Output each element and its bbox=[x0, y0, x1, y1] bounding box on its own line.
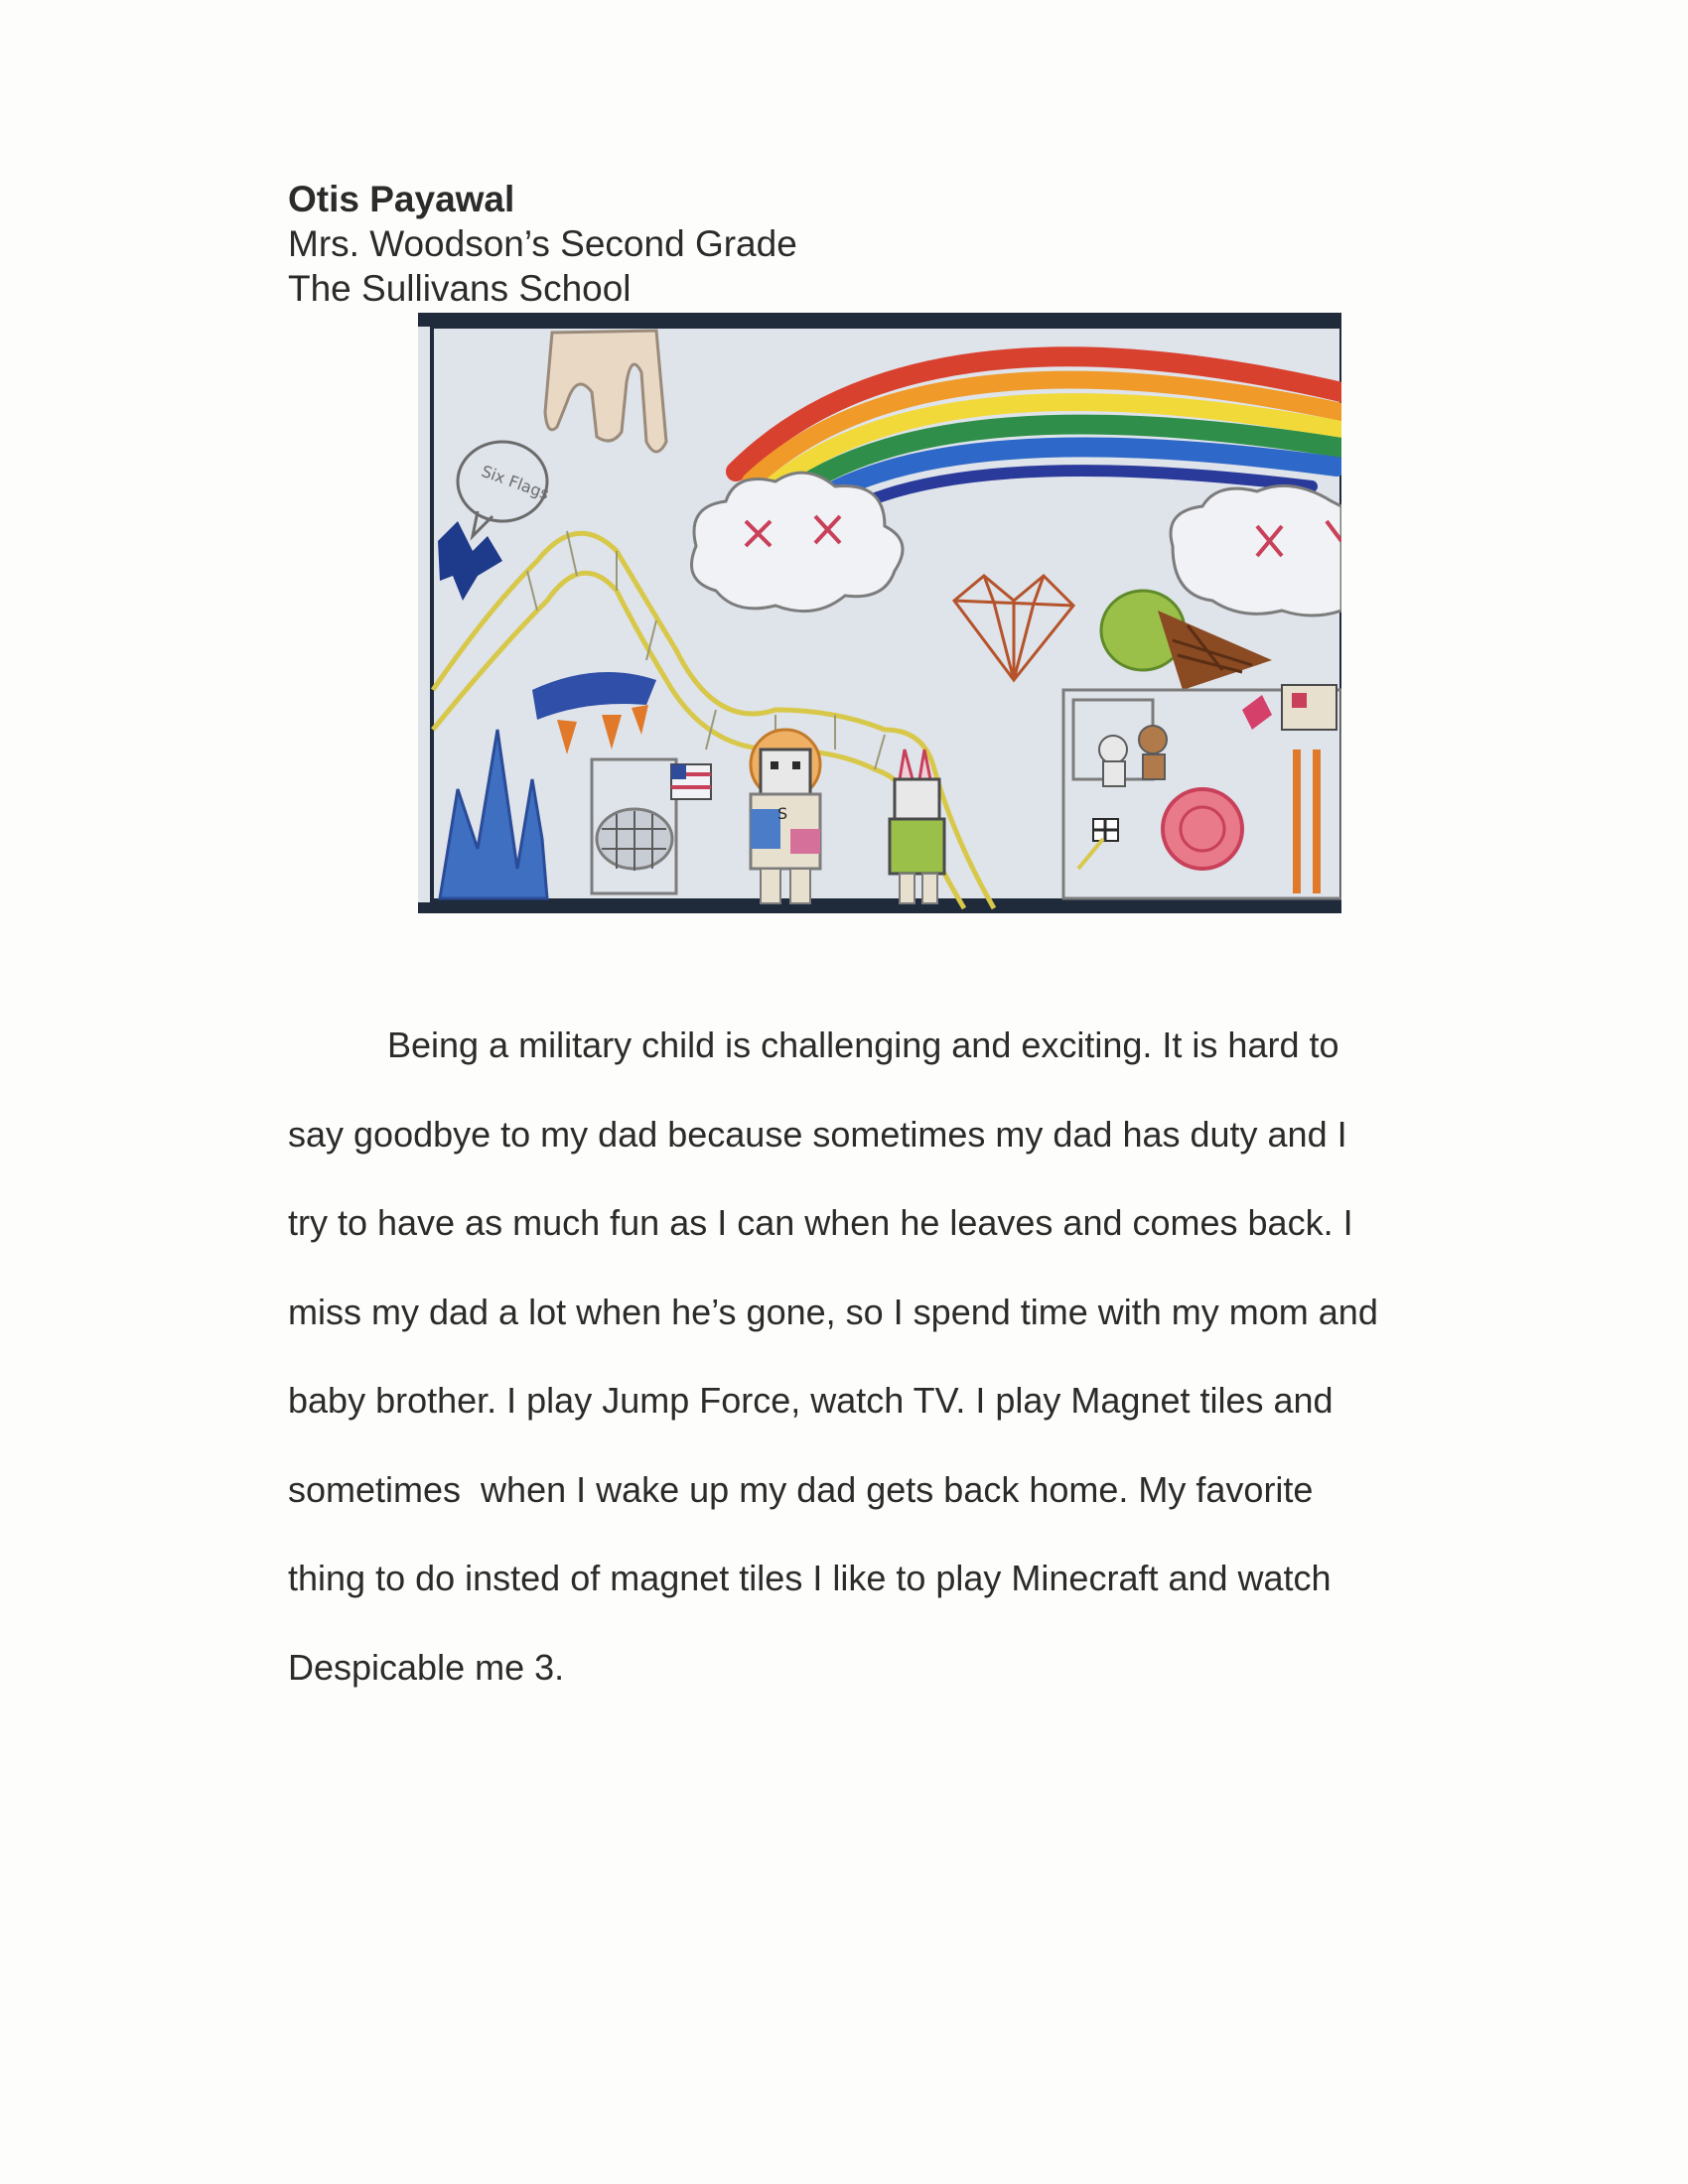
speech-bubble-text: Six Flags bbox=[479, 461, 552, 504]
drawing-bottom-border bbox=[418, 902, 1341, 913]
essay-line: sometimes when I wake up my dad gets back home. My favorite bbox=[288, 1468, 1314, 1510]
class-name: Mrs. Woodson’s Second Grade bbox=[288, 223, 797, 264]
essay-line: thing to do insted of magnet tiles I like to play Minecraft and watch bbox=[288, 1558, 1332, 1598]
essay-line: miss my dad a lot when he’s gone, so I spend time with my mom and bbox=[288, 1291, 1378, 1332]
essay-body bbox=[288, 1001, 1479, 1711]
flag-drawing bbox=[671, 764, 711, 799]
student-name: Otis Payawal bbox=[288, 179, 515, 219]
room-poster bbox=[1282, 685, 1336, 730]
school-name: The Sullivans School bbox=[288, 268, 632, 309]
document-header bbox=[288, 177, 797, 311]
room-target-drawing bbox=[1163, 789, 1242, 869]
shirt-letter: S bbox=[777, 804, 788, 823]
essay-line: Despicable me 3. bbox=[288, 1646, 565, 1688]
essay-line: Being a military child is challenging and exciting. It is hard to bbox=[387, 1024, 1339, 1065]
crayon-drawing bbox=[418, 313, 1341, 913]
drawing-top-border bbox=[418, 313, 1341, 327]
essay-line: say goodbye to my dad because sometimes my dad has duty and I bbox=[288, 1113, 1347, 1155]
essay-line: try to have as much fun as I can when he leaves and comes back. I bbox=[288, 1202, 1353, 1243]
essay-line: baby brother. I play Jump Force, watch TV. I play Magnet tiles and bbox=[288, 1380, 1334, 1421]
